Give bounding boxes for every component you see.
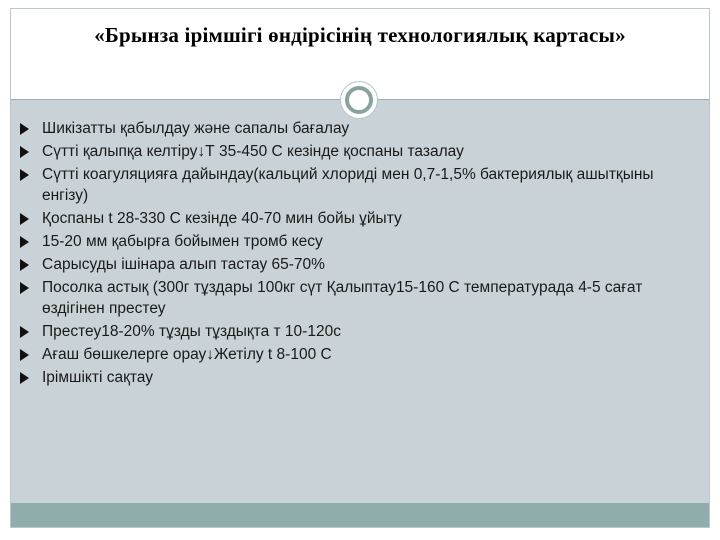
list-item	[20, 254, 700, 275]
triangle-bullet-icon	[20, 123, 29, 135]
triangle-bullet-icon	[20, 259, 29, 271]
list-item-text: Ағаш бөшкелерге орау↓Жетілу t 8-100 С	[42, 346, 332, 363]
triangle-bullet-icon	[20, 236, 29, 248]
list-item-text: Ірімшікті сақтау	[42, 369, 153, 386]
triangle-bullet-icon	[20, 372, 29, 384]
list-item	[20, 208, 700, 229]
list-item-text: Қоспаны t 28-330 С кезінде 40-70 мин бойы ұйыту	[42, 210, 402, 227]
list-item-text: Шикізатты қабылдау және сапалы бағалау	[42, 120, 350, 137]
list-item-text: 15-20 мм қабырға бойымен тромб кесу	[42, 233, 323, 250]
circle-ring	[345, 86, 373, 114]
list-item	[20, 231, 700, 252]
list-item-text: Сарысуды ішінара алып тастау 65-70%	[42, 256, 325, 273]
triangle-bullet-icon	[20, 326, 29, 338]
circle-ornament-icon	[340, 81, 378, 119]
list-item	[20, 118, 700, 139]
slide-title: «Брынза ірімшігі өндірісінің технологиялық картасы»	[94, 23, 626, 47]
list-item	[20, 344, 700, 365]
triangle-bullet-icon	[20, 282, 29, 294]
bullet-list	[20, 118, 700, 390]
list-item	[20, 367, 700, 388]
list-item-text: Сүтті коагуляцияға дайындау(кальций хлориді мен 0,7-1,5% бактериялық ашытқыны енгізу)	[42, 166, 654, 204]
list-item	[20, 277, 700, 319]
triangle-bullet-icon	[20, 169, 29, 181]
list-item-text: Престеу18-20% тұзды тұздықта т 10-120с	[42, 323, 341, 340]
list-item-text: Сүтті қалыпқа келтіру↓Т 35-450 С кезінде қоспаны тазалау	[42, 143, 464, 160]
triangle-bullet-icon	[20, 213, 29, 225]
footer-bar	[11, 503, 709, 527]
triangle-bullet-icon	[20, 146, 29, 158]
list-item-text: Посолка астық (300г тұздары 100кг сүт Қалыптау15-160 С температурада 4-5 сағат өздігінен престеу	[42, 279, 643, 317]
list-item	[20, 141, 700, 162]
list-item	[20, 164, 700, 206]
list-item	[20, 321, 700, 342]
triangle-bullet-icon	[20, 349, 29, 361]
